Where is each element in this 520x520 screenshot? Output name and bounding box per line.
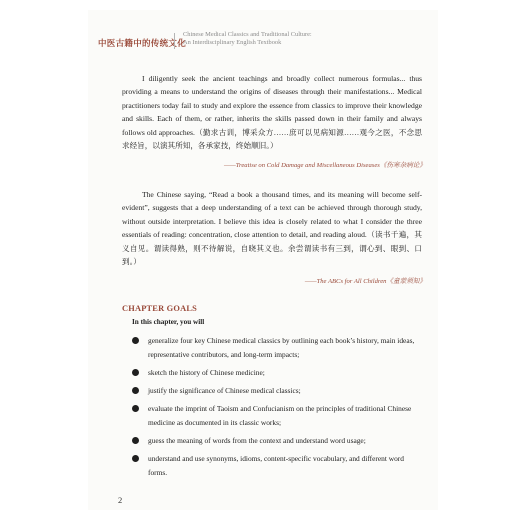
- bullet-icon: [132, 437, 139, 444]
- goal-text: guess the meaning of words from the context and understand word usage;: [148, 436, 366, 445]
- goal-text: evaluate the imprint of Taoism and Confucianism on the principles of traditional Chinese medicine as documented in its classic works;: [148, 404, 412, 427]
- quote-2-text: The Chinese saying, “Read a book a thousand times, and its meaning will become self-evident”, suggests that a deep understanding of a text can be achieved through thorough study, without outside interpretation. I believe this idea is closely related to what I consider the three essentials of reading: concentration, close attention to detail, and reading aloud.（读书千遍，其义自见。谓读得熟，则不待解说，自晓其义也。余尝谓读书有三到，谓心到、眼到、口到。）: [122, 190, 422, 267]
- epigraph-quote-1: [122, 72, 422, 152]
- goal-item: [132, 402, 422, 430]
- bullet-icon: [132, 369, 139, 376]
- quote-2-source: ——The ABCs for All Children《童蒙须知》: [304, 278, 426, 285]
- bullet-icon: [132, 405, 139, 412]
- quote-1-text: I diligently seek the ancient teachings and broadly collect numerous formulas... thus providing a means to understand the origins of diseases through their manifestations... Medical practitioners today fail to study and explore the essence from classics to improve their knowledge and skills. Each of them, or rather, inherits the skills passed down in their family and always follows old approaches.（勤求古训，博采众方……庶可以见病知源……观今之医，不念思求经旨，以演其所知，各承家技，终始顺旧。）: [122, 74, 422, 151]
- header-english-line-1: Chinese Medical Classics and Traditional Culture:: [183, 31, 312, 38]
- goal-text: generalize four key Chinese medical classics by outlining each book’s history, main ideas, representative contributors, and long-term impacts;: [148, 336, 415, 359]
- running-header-chinese-title: 中医古籍中的传统文化: [98, 39, 187, 49]
- header-english-line-2: An Interdisciplinary English Textbook: [183, 39, 282, 47]
- goal-item: [132, 384, 422, 398]
- chapter-goals-list: [132, 334, 422, 484]
- bullet-icon: [132, 455, 139, 462]
- goal-item: [132, 366, 422, 380]
- goal-item: [132, 452, 422, 480]
- book-page: [88, 10, 438, 510]
- chapter-goals-intro: In this chapter, you will: [132, 318, 205, 326]
- quote-1-source: ——Treatise on Cold Damage and Miscellaneous Diseases《伤寒杂病论》: [224, 162, 426, 169]
- chapter-goals-heading: CHAPTER GOALS: [122, 304, 197, 313]
- header-divider: [174, 33, 175, 49]
- goal-text: understand and use synonyms, idioms, content-specific vocabulary, and different word forms.: [148, 454, 404, 477]
- bullet-icon: [132, 337, 139, 344]
- goal-item: [132, 434, 422, 448]
- goal-text: justify the significance of Chinese medical classics;: [148, 386, 301, 395]
- page-number: 2: [118, 495, 123, 505]
- goal-text: sketch the history of Chinese medicine;: [148, 368, 265, 377]
- goal-item: [132, 334, 422, 362]
- epigraph-quote-2: [122, 188, 422, 268]
- running-header-english-title: [183, 31, 423, 47]
- bullet-icon: [132, 387, 139, 394]
